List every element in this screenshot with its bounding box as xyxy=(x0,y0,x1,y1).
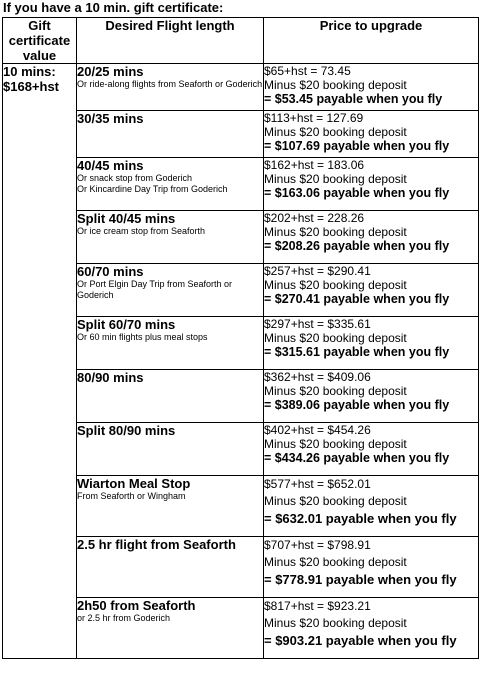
flight-length: 80/90 mins xyxy=(77,370,144,385)
price-cell xyxy=(264,537,479,598)
flight-note: Or Port Elgin Day Trip from Seaforth or Goderich xyxy=(77,279,233,300)
payable-amount: = $903.21 payable when you fly xyxy=(264,633,457,648)
flight-cell xyxy=(77,476,264,537)
flight-note: Or 60 min flights plus meal stops xyxy=(77,332,208,342)
payable-amount: = $632.01 payable when you fly xyxy=(264,511,457,526)
flight-note: Or ice cream stop from Seaforth xyxy=(77,226,206,236)
deposit-line: Minus $20 booking deposit xyxy=(264,616,407,630)
price-with-tax: $257+hst = $290.41 xyxy=(264,264,371,278)
price-with-tax: $297+hst = $335.61 xyxy=(264,317,371,331)
flight-note: Or ride-along flights from Seaforth or Goderich xyxy=(77,79,263,89)
price-with-tax: $65+hst = 73.45 xyxy=(264,64,351,78)
deposit-line: Minus $20 booking deposit xyxy=(264,78,407,92)
deposit-line: Minus $20 booking deposit xyxy=(264,331,407,345)
payable-amount: = $208.26 payable when you fly xyxy=(264,239,450,253)
price-cell xyxy=(264,476,479,537)
price-with-tax: $577+hst = $652.01 xyxy=(264,477,371,491)
flight-length: 60/70 mins xyxy=(77,264,144,279)
payable-amount: = $107.69 payable when you fly xyxy=(264,139,450,153)
payable-amount: = $434.26 payable when you fly xyxy=(264,451,450,465)
gift-value-minutes: 10 mins: xyxy=(3,64,56,79)
table-row xyxy=(3,64,479,111)
payable-amount: = $389.06 payable when you fly xyxy=(264,398,450,412)
price-cell xyxy=(264,111,479,158)
flight-cell xyxy=(77,317,264,370)
flight-length: Wiarton Meal Stop xyxy=(77,476,191,491)
flight-cell xyxy=(77,211,264,264)
flight-cell xyxy=(77,423,264,476)
flight-cell xyxy=(77,370,264,423)
header-desired-flight-length: Desired Flight length xyxy=(77,18,264,64)
flight-length: 20/25 mins xyxy=(77,64,144,79)
gift-value-price: $168+hst xyxy=(3,79,60,94)
upgrade-price-table xyxy=(2,17,479,659)
payable-amount: = $778.91 payable when you fly xyxy=(264,572,457,587)
price-with-tax: $402+hst = $454.26 xyxy=(264,423,371,437)
price-cell xyxy=(264,158,479,211)
price-with-tax: $202+hst = 228.26 xyxy=(264,211,365,225)
deposit-line: Minus $20 booking deposit xyxy=(264,225,407,239)
flight-length: 2h50 from Seaforth xyxy=(77,598,196,613)
flight-cell xyxy=(77,64,264,111)
page-heading: If you have a 10 min. gift certificate: xyxy=(3,0,224,15)
deposit-line: Minus $20 booking deposit xyxy=(264,125,407,139)
header-gift-certificate-value: Gift certificate value xyxy=(3,18,77,64)
payable-amount: = $163.06 payable when you fly xyxy=(264,186,450,200)
flight-cell xyxy=(77,111,264,158)
flight-length: 40/45 mins xyxy=(77,158,144,173)
flight-length: Split 60/70 mins xyxy=(77,317,176,332)
deposit-line: Minus $20 booking deposit xyxy=(264,172,407,186)
deposit-line: Minus $20 booking deposit xyxy=(264,555,407,569)
price-cell xyxy=(264,317,479,370)
price-cell xyxy=(264,598,479,659)
flight-cell xyxy=(77,264,264,317)
flight-cell xyxy=(77,598,264,659)
price-with-tax: $707+hst = $798.91 xyxy=(264,538,371,552)
flight-note: or 2.5 hr from Goderich xyxy=(77,613,171,623)
flight-length: Split 40/45 mins xyxy=(77,211,176,226)
price-cell xyxy=(264,423,479,476)
price-cell xyxy=(264,370,479,423)
flight-length: Split 80/90 mins xyxy=(77,423,176,438)
payable-amount: = $270.41 payable when you fly xyxy=(264,292,450,306)
price-with-tax: $817+hst = $923.21 xyxy=(264,599,371,613)
gift-value-cell xyxy=(3,64,77,659)
deposit-line: Minus $20 booking deposit xyxy=(264,494,407,508)
payable-amount: = $315.61 payable when you fly xyxy=(264,345,450,359)
price-with-tax: $362+hst = $409.06 xyxy=(264,370,371,384)
price-cell xyxy=(264,264,479,317)
payable-amount: = $53.45 payable when you fly xyxy=(264,92,443,106)
table-header-row xyxy=(3,18,479,64)
flight-length: 2.5 hr flight from Seaforth xyxy=(77,537,236,552)
deposit-line: Minus $20 booking deposit xyxy=(264,278,407,292)
price-cell xyxy=(264,64,479,111)
price-with-tax: $162+hst = 183.06 xyxy=(264,158,365,172)
deposit-line: Minus $20 booking deposit xyxy=(264,384,407,398)
flight-cell xyxy=(77,158,264,211)
flight-note: From Seaforth or Wingham xyxy=(77,491,186,501)
flight-cell xyxy=(77,537,264,598)
deposit-line: Minus $20 booking deposit xyxy=(264,437,407,451)
flight-note: Or snack stop from Goderich Or Kincardine Day Trip from Goderich xyxy=(77,173,228,194)
flight-length: 30/35 mins xyxy=(77,111,144,126)
table-body xyxy=(3,64,479,659)
price-cell xyxy=(264,211,479,264)
price-with-tax: $113+hst = 127.69 xyxy=(264,111,364,125)
header-price-to-upgrade: Price to upgrade xyxy=(264,18,479,64)
